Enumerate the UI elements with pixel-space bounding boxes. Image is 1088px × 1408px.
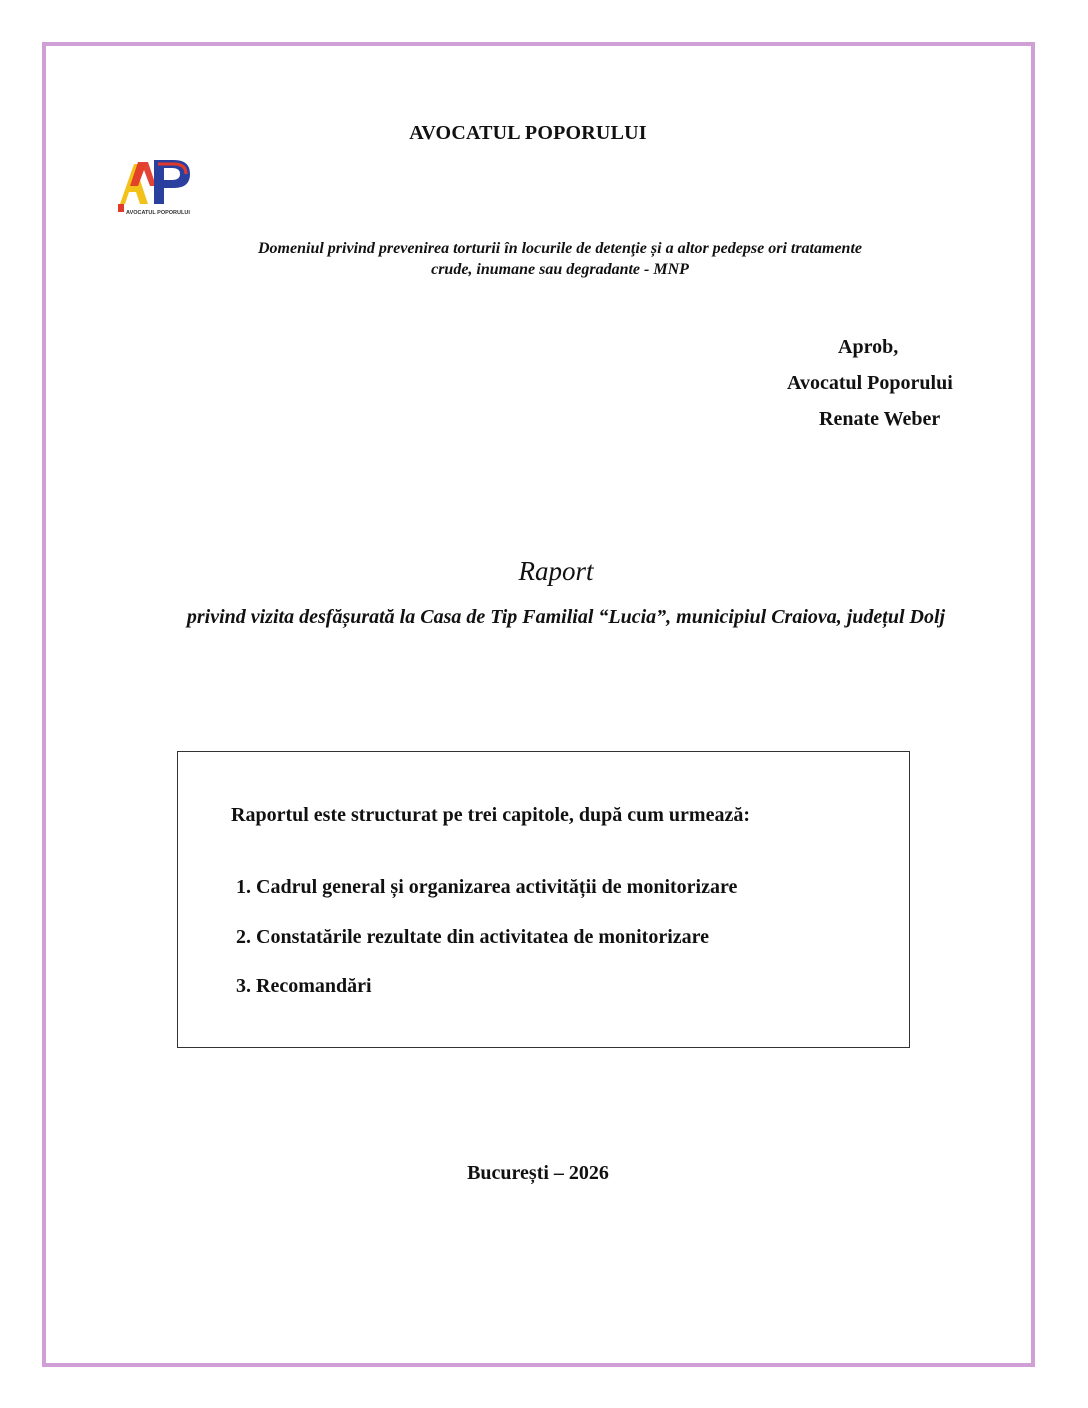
domain-description [180, 238, 940, 280]
report-title-text: Raport [518, 556, 594, 586]
chapter-item: 2. Constatările rezultate din activitatea de monitorizare [236, 926, 710, 948]
ap-logo [112, 154, 202, 218]
report-subtitle [0, 606, 1088, 629]
place-date-text: București – 2026 [467, 1162, 609, 1184]
structure-intro: Raportul este structurat pe trei capitole, după cum urmează: [231, 804, 750, 826]
chapter-item: 3. Recomandări [236, 975, 372, 997]
organization-name: AVOCATUL POPORULUI [409, 122, 647, 144]
approval-line-1: Aprob, [838, 336, 899, 358]
place-date [0, 1162, 1088, 1185]
domain-line-1: Domeniul privind prevenirea torturii în locurile de detenţie și a altor pedepse ori tratamente [258, 240, 862, 257]
structure-box [177, 751, 910, 1048]
logo-caption: AVOCATUL POPORULUI [126, 210, 190, 216]
domain-line-2: crude, inumane sau degradante - MNP [431, 261, 689, 278]
approval-line-2: Avocatul Poporului [787, 372, 953, 394]
logo-bar [118, 204, 124, 212]
report-subtitle-text: privind vizita desfășurată la Casa de Tip Familial “Lucia”, municipiul Craiova, județul Dolj [186, 606, 946, 628]
report-title [0, 556, 1088, 587]
organization-heading [0, 122, 1088, 145]
chapter-item: 1. Cadrul general și organizarea activității de monitorizare [236, 876, 738, 898]
approval-signatory: Renate Weber [819, 408, 941, 430]
